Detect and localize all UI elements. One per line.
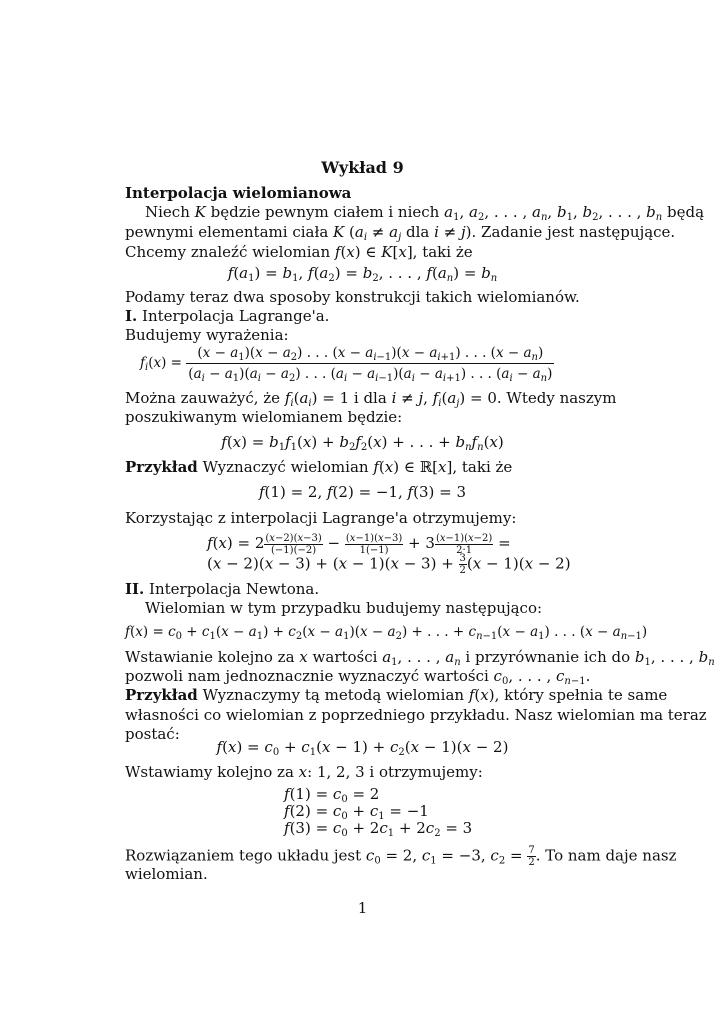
equation-lagrange-poly: $f(x) = b_1f_1(x) + b_2f_2(x)$ + . . . + $b_nf_n(x)$ (221, 433, 504, 453)
section-heading: Interpolacja wielomianowa (125, 184, 352, 202)
paragraph-line-1: Niech K będzie pewnym ciałem i niech $a_1$, $a_2$, . . . , $a_n$, $b_1$, $b_2$, . . . , $b_n$ będą (145, 203, 705, 223)
wst-line-1: Wstawianie kolejno za x wartości $a_1$, . . . , $a_n$ i przyrównanie ich do $b_1$, . . . , $b_n$ (125, 648, 715, 668)
page-title: Wykład 9 (321, 158, 404, 177)
example-2-line-3: postać: (125, 725, 180, 743)
equation-conditions: $f(a_1) = b_1$, $f(a_2) = b_2$, . . . , $f(a_n) = b_n$ (227, 264, 498, 284)
note-line-1: Można zauważyć, że $f_i(a_i) = 1$ i dla i ≠ j, $f_i(a_j) = 0$. Wtedy naszym (125, 389, 617, 409)
equation-lagrange-result-2: (x − 2)(x − 3) + (x − 1)(x − 3) + $\frac{3}{2}$ (x − 1)(x − 2) (207, 553, 571, 576)
system-eq-2: $f(2) = c_0 + c_1 = -1$ (284, 802, 429, 822)
example-1-line: Przykład Wyznaczyć wielomian f(x) ∈ ℝ[x], taki że (125, 458, 513, 476)
note-line-2: poszukiwanym wielomianem będzie: (125, 408, 403, 426)
korzyst-text: Korzystając z interpolacji Lagrange'a otrzymujemy: (125, 509, 517, 527)
example-2-line-1: Przykład Wyznaczymy tą metodą wielomian f(x), który spełnia te same (125, 686, 668, 704)
system-eq-1: $f(1) = c_0 = 2$ (284, 785, 380, 805)
example-1-conditions: f(1) = 2, f(2) = −1, f(3) = 3 (258, 483, 467, 501)
example-2-line-2: własności co wielomian z poprzedniego przykładu. Nasz wielomian ma teraz (125, 706, 707, 724)
equation-lagrange-result-1: f(x) = 2 $\frac{(x-2)(x-3)}{(-1)(-2)}$ − $\frac{(x-1)(x-3)}{1(-1)}$ + 3 $\frac{(x-1)(x-2)}{2\cdot 1}$ = (207, 532, 511, 556)
newton-intro: Wielomian w tym przypadku budujemy następująco: (145, 599, 543, 617)
paragraph-line-2: pewnymi elementami ciała K ($a_i \ne a_j$ dla i ≠ j). Zadanie jest następujące. (125, 223, 676, 243)
wst-line-2: pozwoli nam jednoznacznie wyznaczyć wartości $c_0$, . . . , $c_{n-1}$. (125, 667, 591, 687)
lagrange-heading: I. Interpolacja Lagrange'a. (125, 307, 330, 325)
newton-heading: II. Interpolacja Newtona. (125, 580, 320, 598)
page-number: 1 (357, 899, 368, 917)
solution-line-2: wielomian. (125, 865, 208, 883)
equation-newton-example: $f(x) = c_0 + c_1(x - 1) + c_2(x - 1)(x - 2)$ (216, 738, 509, 758)
equation-newton-form: $f(x) = c_0 + c_1(x - a_1) + c_2(x - a_1)(x - a_2)$ + . . . + $c_{n-1}(x - a_1)$ . . . $(x - a_{n-1})$ (125, 624, 648, 642)
wst-line-3: Wstawiamy kolejno za x: 1, 2, 3 i otrzymujemy: (125, 763, 483, 781)
build-text: Budujemy wyrażenia: (125, 326, 289, 344)
paragraph-ways: Podamy teraz dwa sposoby konstrukcji takich wielomianów. (125, 288, 580, 306)
paragraph-line-3: Chcemy znaleźć wielomian f(x) ∈ K[x], taki że (125, 243, 473, 261)
solution-line-1: Rozwiązaniem tego układu jest $c_0 = 2$, $c_1 = -3$, $c_2$ = $\frac{7}{2}$ . To nam daje nasz (125, 845, 677, 868)
system-eq-3: $f(3) = c_0 + 2c_1 + 2c_2 = 3$ (284, 819, 473, 839)
equation-lagrange-basis: $f_i(x)$ = $(x - a_1)(x - a_2)$ . . . $(x - a_{i-1})(x - a_{i+1})$ . . . $(x - a_n)$ $(a_i - a_1)(a_i - a_2)$ . . . $(a_i - a_{i-1})(a_i - a_{i+1})$ . . . $(a_i - a_n)$ (140, 345, 553, 384)
